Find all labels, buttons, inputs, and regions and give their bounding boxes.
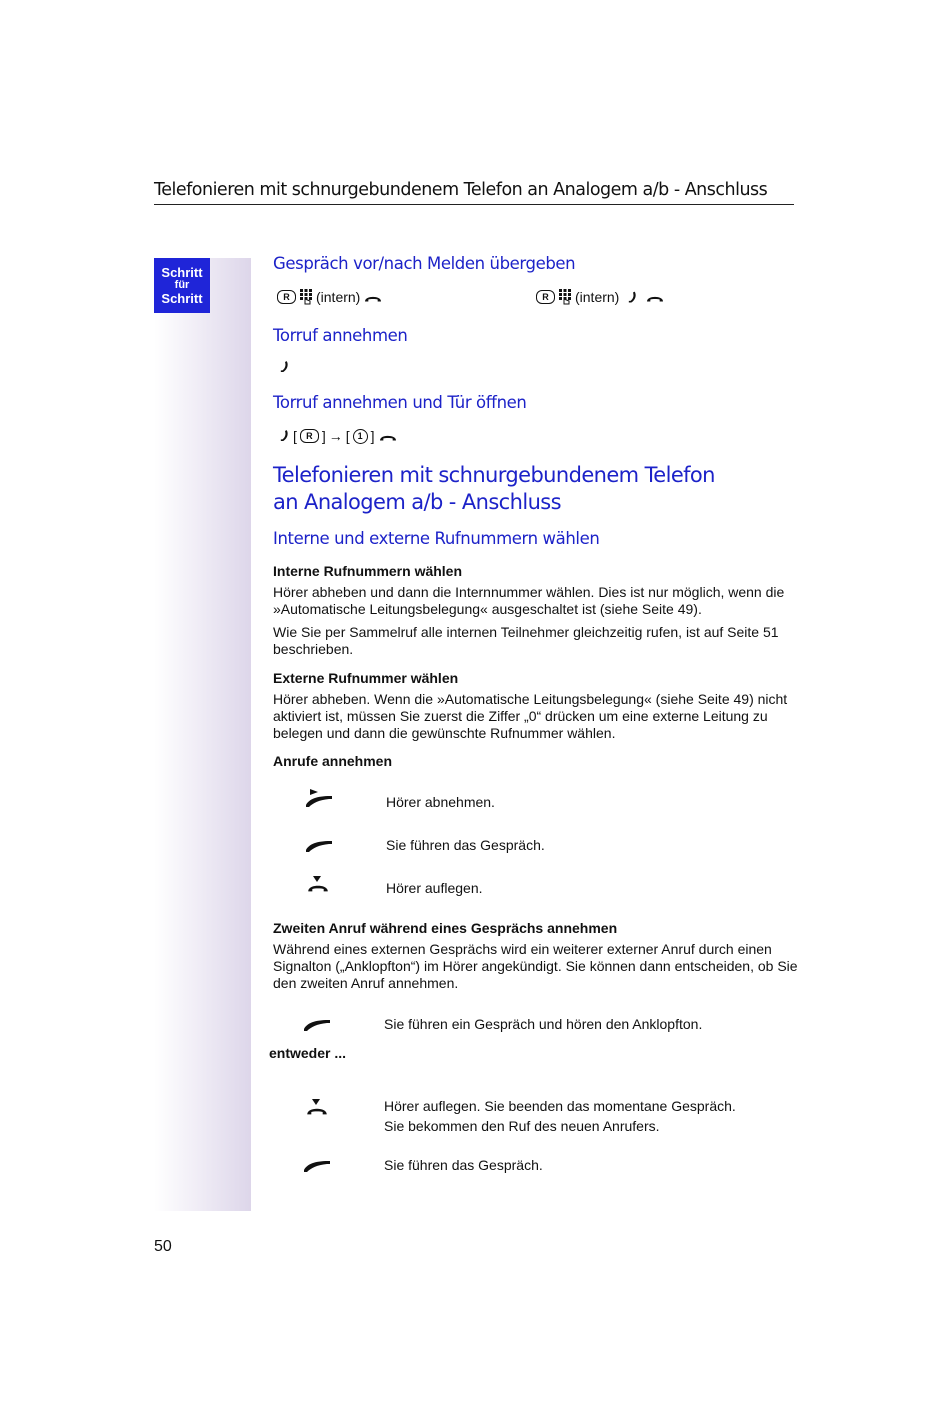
second-call-step-3: Sie führen das Gespräch.	[384, 1157, 543, 1173]
handover-sequence-after	[536, 288, 665, 306]
handover-sequence-before	[277, 288, 383, 306]
keypad-icon	[558, 288, 572, 306]
hang-up-icon	[303, 880, 333, 893]
schritt-fuer-schritt-badge	[154, 258, 210, 313]
running-title: Telefonieren mit schnurgebundenem Telefon an Analogem a/b - Anschluss	[154, 180, 794, 205]
second-call-step-1: Sie führen ein Gespräch und hören den Anklopfton.	[384, 1016, 703, 1032]
handset-talk-icon	[302, 1018, 332, 1032]
arrow: →	[328, 428, 343, 444]
hang-up-icon	[378, 431, 398, 442]
internal-heading: Interne Rufnummern wählen	[273, 563, 463, 579]
answer-step-2: Sie führen das Gespräch.	[386, 837, 545, 853]
door-open-sequence	[280, 428, 398, 444]
intern-label: (intern)	[316, 289, 361, 305]
handover-heading: Gespräch vor/nach Melden übergeben	[273, 254, 576, 273]
handset-talk-icon	[304, 839, 334, 853]
intern-label: (intern)	[575, 289, 620, 305]
badge-line-3: Schritt	[161, 291, 203, 306]
bracket-open: [	[345, 428, 350, 444]
badge-line-2: für	[174, 279, 190, 291]
one-key-icon: 1	[353, 429, 368, 444]
handset-talk-icon	[302, 1159, 332, 1173]
handset-talk-icon	[280, 359, 290, 375]
hang-up-icon	[645, 292, 665, 303]
r-key-icon: R	[277, 290, 296, 304]
door-call-heading: Torruf annehmen	[273, 326, 408, 345]
either-label: entweder ...	[269, 1045, 347, 1061]
handset-talk-icon	[280, 428, 290, 444]
hang-up-icon	[363, 292, 383, 303]
door-open-heading: Torruf annehmen und Tür öffnen	[273, 393, 527, 412]
section-title-line-1: Telefonieren mit schnurgebundenem Telefon	[273, 463, 715, 487]
external-paragraph: Hörer abheben. Wenn die »Automatische Leitungsbelegung« (siehe Seite 49) nicht aktiviert ist, müssen Sie zuerst die Ziffer „0“ drücken um eine externe Leitung zu belegen und dann die gewünschte Rufnummer wählen.	[273, 691, 788, 741]
pick-up-handset-icon	[304, 794, 334, 808]
page-number: 50	[154, 1238, 172, 1255]
hang-up-icon	[302, 1103, 332, 1116]
step-column-band	[154, 258, 251, 1211]
second-call-step-2b: Sie bekommen den Ruf des neuen Anrufers.	[384, 1118, 660, 1134]
dial-subtitle: Interne und externe Rufnummern wählen	[273, 529, 600, 548]
r-key-icon: R	[536, 290, 555, 304]
answer-heading: Anrufe annehmen	[273, 753, 393, 769]
bracket-close: ]	[321, 428, 326, 444]
external-heading: Externe Rufnummer wählen	[273, 670, 459, 686]
second-call-paragraph: Während eines externen Gesprächs wird ein weiterer externer Anruf durch einen Signalton („Anklopfton“) im Hörer angekündigt. Sie können dann entscheiden, ob Sie den zweiten Anruf annehmen.	[273, 941, 798, 991]
second-call-step-2a: Hörer auflegen. Sie beenden das momentane Gespräch.	[384, 1098, 736, 1114]
keypad-icon	[299, 288, 313, 306]
section-title	[273, 462, 715, 516]
internal-paragraph-2: Wie Sie per Sammelruf alle internen Teilnehmer gleichzeitig rufen, ist auf Seite 51 beschrieben.	[273, 624, 779, 657]
answer-step-3: Hörer auflegen.	[386, 880, 483, 896]
internal-paragraph-1: Hörer abheben und dann die Internnummer wählen. Dies ist nur möglich, wenn die »Automatische Leitungsbelegung« ausgeschaltet ist (siehe Seite 49).	[273, 584, 785, 617]
section-title-line-2: an Analogem a/b - Anschluss	[273, 490, 561, 514]
answer-step-1: Hörer abnehmen.	[386, 794, 495, 810]
handset-talk-icon	[628, 290, 638, 305]
r-key-icon: R	[300, 429, 319, 443]
second-call-heading: Zweiten Anruf während eines Gesprächs annehmen	[273, 920, 618, 936]
bracket-open: [	[293, 428, 297, 444]
bracket-close: ]	[370, 428, 375, 444]
badge-line-1: Schritt	[161, 265, 203, 280]
